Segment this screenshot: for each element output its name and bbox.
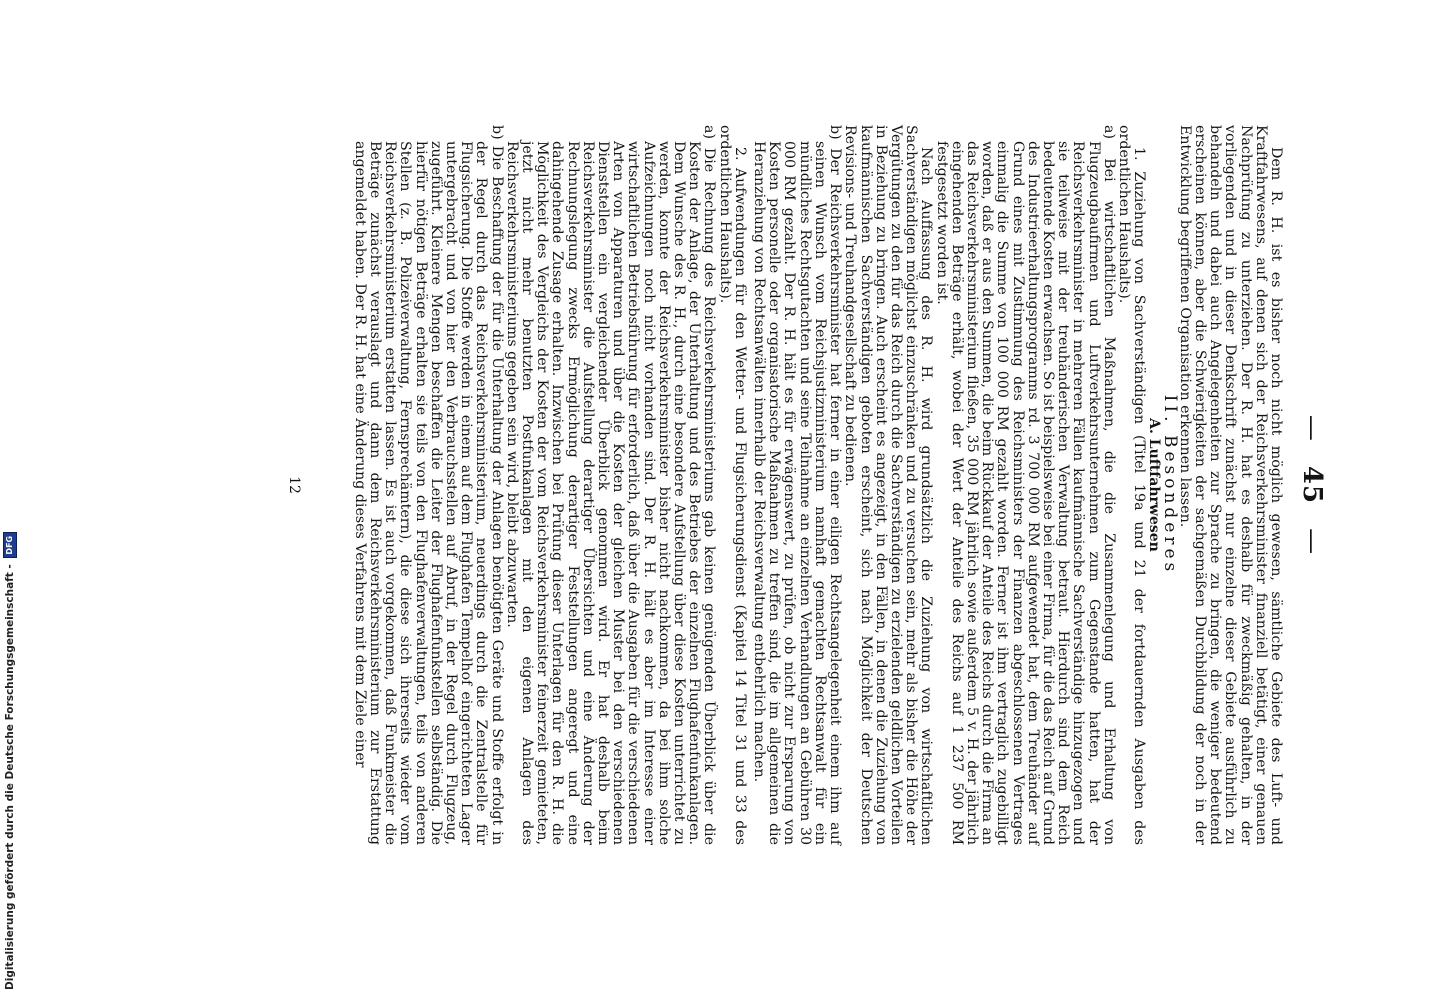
credit-text: Digitalisierung gefördert durch die Deutsche Forschungsgemeinschaft - — [4, 564, 16, 990]
section-subtitle: A. Luftfahrwesen — [1146, 418, 1163, 552]
item-1-heading: 1. Zuziehung von Sachverständigen (Titel 19a und 21 der fortdauernden Ausgaben des ordentlichen Haushalts). — [1115, 125, 1148, 845]
item-2-b-paragraph: b) Die Beschaffung der für die Unterhaltung der Anlagen benötigten Geräte und Stoffe erfolgt in der Regel durch das Reichsverkehrsministerium, neuerdings durch die Zentralstelle für Flugsicherung. Die Stoffe werden in einem auf dem Flughafen Tempelhof eingerichteten Lager untergebracht und von hier den Verbrauchsstellen auf Abruf, in der Regel durch Flugzeug, zugeführt. Kleinere Mengen beschaffen die Leiter der Flughafenfunkstellen selbständig. Die hierfür nötigen Beträge erhalten sie teils von den Flughafenverwaltungen, teils von anderen Stellen (z. B. Polizeiverwaltung, Fernsprechämtern), die diese sich ihrerseits wieder vom Reichsverkehrsministerium erstatten lassen. Es ist auch vorgekommen, daß Funkmeister die Beträge zunächst verauslagt und dann dem Reichsverkehrsministerium zur Erstattung angemeldet haben. Der R. H. hat eine Änderung dieses Verfahrens mit dem Ziele einer — [351, 125, 505, 845]
section-title: II. Besonderes — [1159, 394, 1180, 576]
item-1-b-paragraph: b) Der Reichsverkehrsminister hat ferner in einer eiligen Rechtsangelegenheit einem ihm auf seinen Wunsch vom Reichsjustizministerium namhaft gemachten Rechtsanwalt für ein mündliches Rechtsgutachten und seine Teilnahme an einzelnen Verhandlungen an Gebühren 30 000 RM gezahlt. Der R. H. hält es für erwägenswert, zu prüfen, ob nicht zur Ersparung von Kosten personelle oder organisatorische Maßnahmen zu treffen sind, die im allgemeinen die Heranziehung von Rechtsanwälten innerhalb der Reichsverwaltung entbehrlich machen. — [751, 125, 844, 845]
header-dash-right: — — [1297, 528, 1327, 556]
rotated-document-page — [127, 125, 1327, 845]
intro-paragraph: Dem R. H. ist es bisher noch nicht möglich gewesen, sämtliche Gebiete des Luft- und Kraftfahrwesens, auf denen sich der Reichsverkehrsminister finanziell betätigt, einer genauen Nachprüfung zu unterziehen. Der R. H. hat es deshalb für zweckmäßig gehalten, in der vorliegenden und in dieser Denkschrift zunächst nur einzelne dieser Gebiete ausführlich zu behandeln und dabei auch Angelegenheiten zur Sprache zu bringen, die weniger bedeutend erscheinen können, aber die Schwierigkeiten der sachgemäßen Durchbildung der noch in der Entwicklung begriffenen Organisation erkennen lassen. — [1176, 125, 1284, 845]
page-number — [1297, 125, 1327, 845]
page-header — [1287, 125, 1327, 845]
dfg-logo-icon: DFG — [3, 532, 17, 558]
item-1-a-paragraph: a) Bei wirtschaftlichen Maßnahmen, die die Zusammenlegung und Erhaltung von Flugzeugbaufirmen und Luftverkehrsunternehmen zum Gegenstande hatten, hat der Reichsverkehrsminister in mehreren Fällen kaufmännische Sachverständige hinzugezogen und sie teilweise mit der treuhänderischen Verwaltung betraut. Hierdurch sind dem Reich bedeutende Kosten erwachsen. So ist beispielsweise bei einer Firma, für die das Reich auf Grund des Industrieerhaltungsprogramms rd. 3 700 000 RM aufgewendet hat, dem Treuhänder auf Grund eines mit Zustimmung des Reichsministers der Finanzen abgeschlossenen Vertrages einmalig die Summe von 100 000 RM gezahlt worden. Ferner ist ihm vertraglich zugebilligt worden, daß er aus den Summen, die beim Rückkauf der Anteile des Reichs durch die Firma an das Reichsverkehrsministerium fließen, 35 000 RM jährlich sowie außerdem 5 v. H. der jährlich eingehenden Beträge erhält, wobei der Wert der Anteile des Reichs auf 1 237 500 RM festgesetzt worden ist. — [933, 125, 1117, 845]
item-2-a-paragraph: a) Die Rechnung des Reichsverkehrsministeriums gab keinen genügenden Überblick über die Kosten der Anlage, der Unterhaltung und des Betriebes der einzelnen Flughafenfunkanlagen. Dem Wunsche des R. H., durch eine besondere Aufstellung über diese Kosten unterrichtet zu werden, konnte der Reichsverkehrsminister bisher nicht nachkommen, da bei ihm solche Aufzeichnungen noch nicht vorhanden sind. Der R. H. hält es aber im Interesse einer wirtschaftlichen Betriebsführung für erforderlich, daß über die Ausgaben für die verschiedenen Arten von Apparaturen und über die Kosten der gleichen Muster bei den verschiedenen Dienststellen ein vergleichender Überblick genommen wird. Er hat deshalb beim Reichsverkehrsminister die Aufstellung derartiger Übersichten und eine Änderung der Rechnungslegung zwecks Ermöglichung derartiger Feststellungen angeregt und eine dahingehende Zusage erhalten. Inzwischen bei Prüfung dieser Unterlagen für den R. H. die Möglichkeit des Vergleichs der Kosten der vom Reichsverkehrsminister feinerzeit gemieteten, jetzt nicht mehr benutzten Postfunkanlagen mit den eigenen Anlagen des Reichsverkehrsministeriums gegeben sein wird, bleibt abzuwarten. — [503, 125, 718, 845]
page-number-value: 45 — [1297, 465, 1327, 505]
sheet-number: 12 — [286, 476, 302, 494]
item-1-a-note: Nach Auffassung des R. H. wird grundsätzlich die Zuziehung von wirtschaftlichen Sachverständigen möglichst einzuschränken und zu versuchen sein, mehr als bisher die Höhe der Vergütungen zu den für das Reich durch die Sachverständigen zu erzielenden geldlichen Vorteilen in Beziehung zu bringen. Auch erscheint es angezeigt, in den Fällen, in denen die Zuziehung von kaufmännischen Sachverständigen geboten erscheint, sich nach Möglichkeit der Deutschen Revisions- und Treuhandgesellschaft zu bedienen. — [842, 125, 935, 845]
digitization-credit — [2, 0, 18, 990]
item-2-heading: 2. Aufwendungen für den Wetter- und Flugsicherungsdienst (Kapitel 14 Titel 31 und 33 des ordentlichen Haushalts). — [716, 125, 748, 845]
page-body — [352, 125, 1283, 845]
header-dash-left: — — [1297, 414, 1327, 442]
